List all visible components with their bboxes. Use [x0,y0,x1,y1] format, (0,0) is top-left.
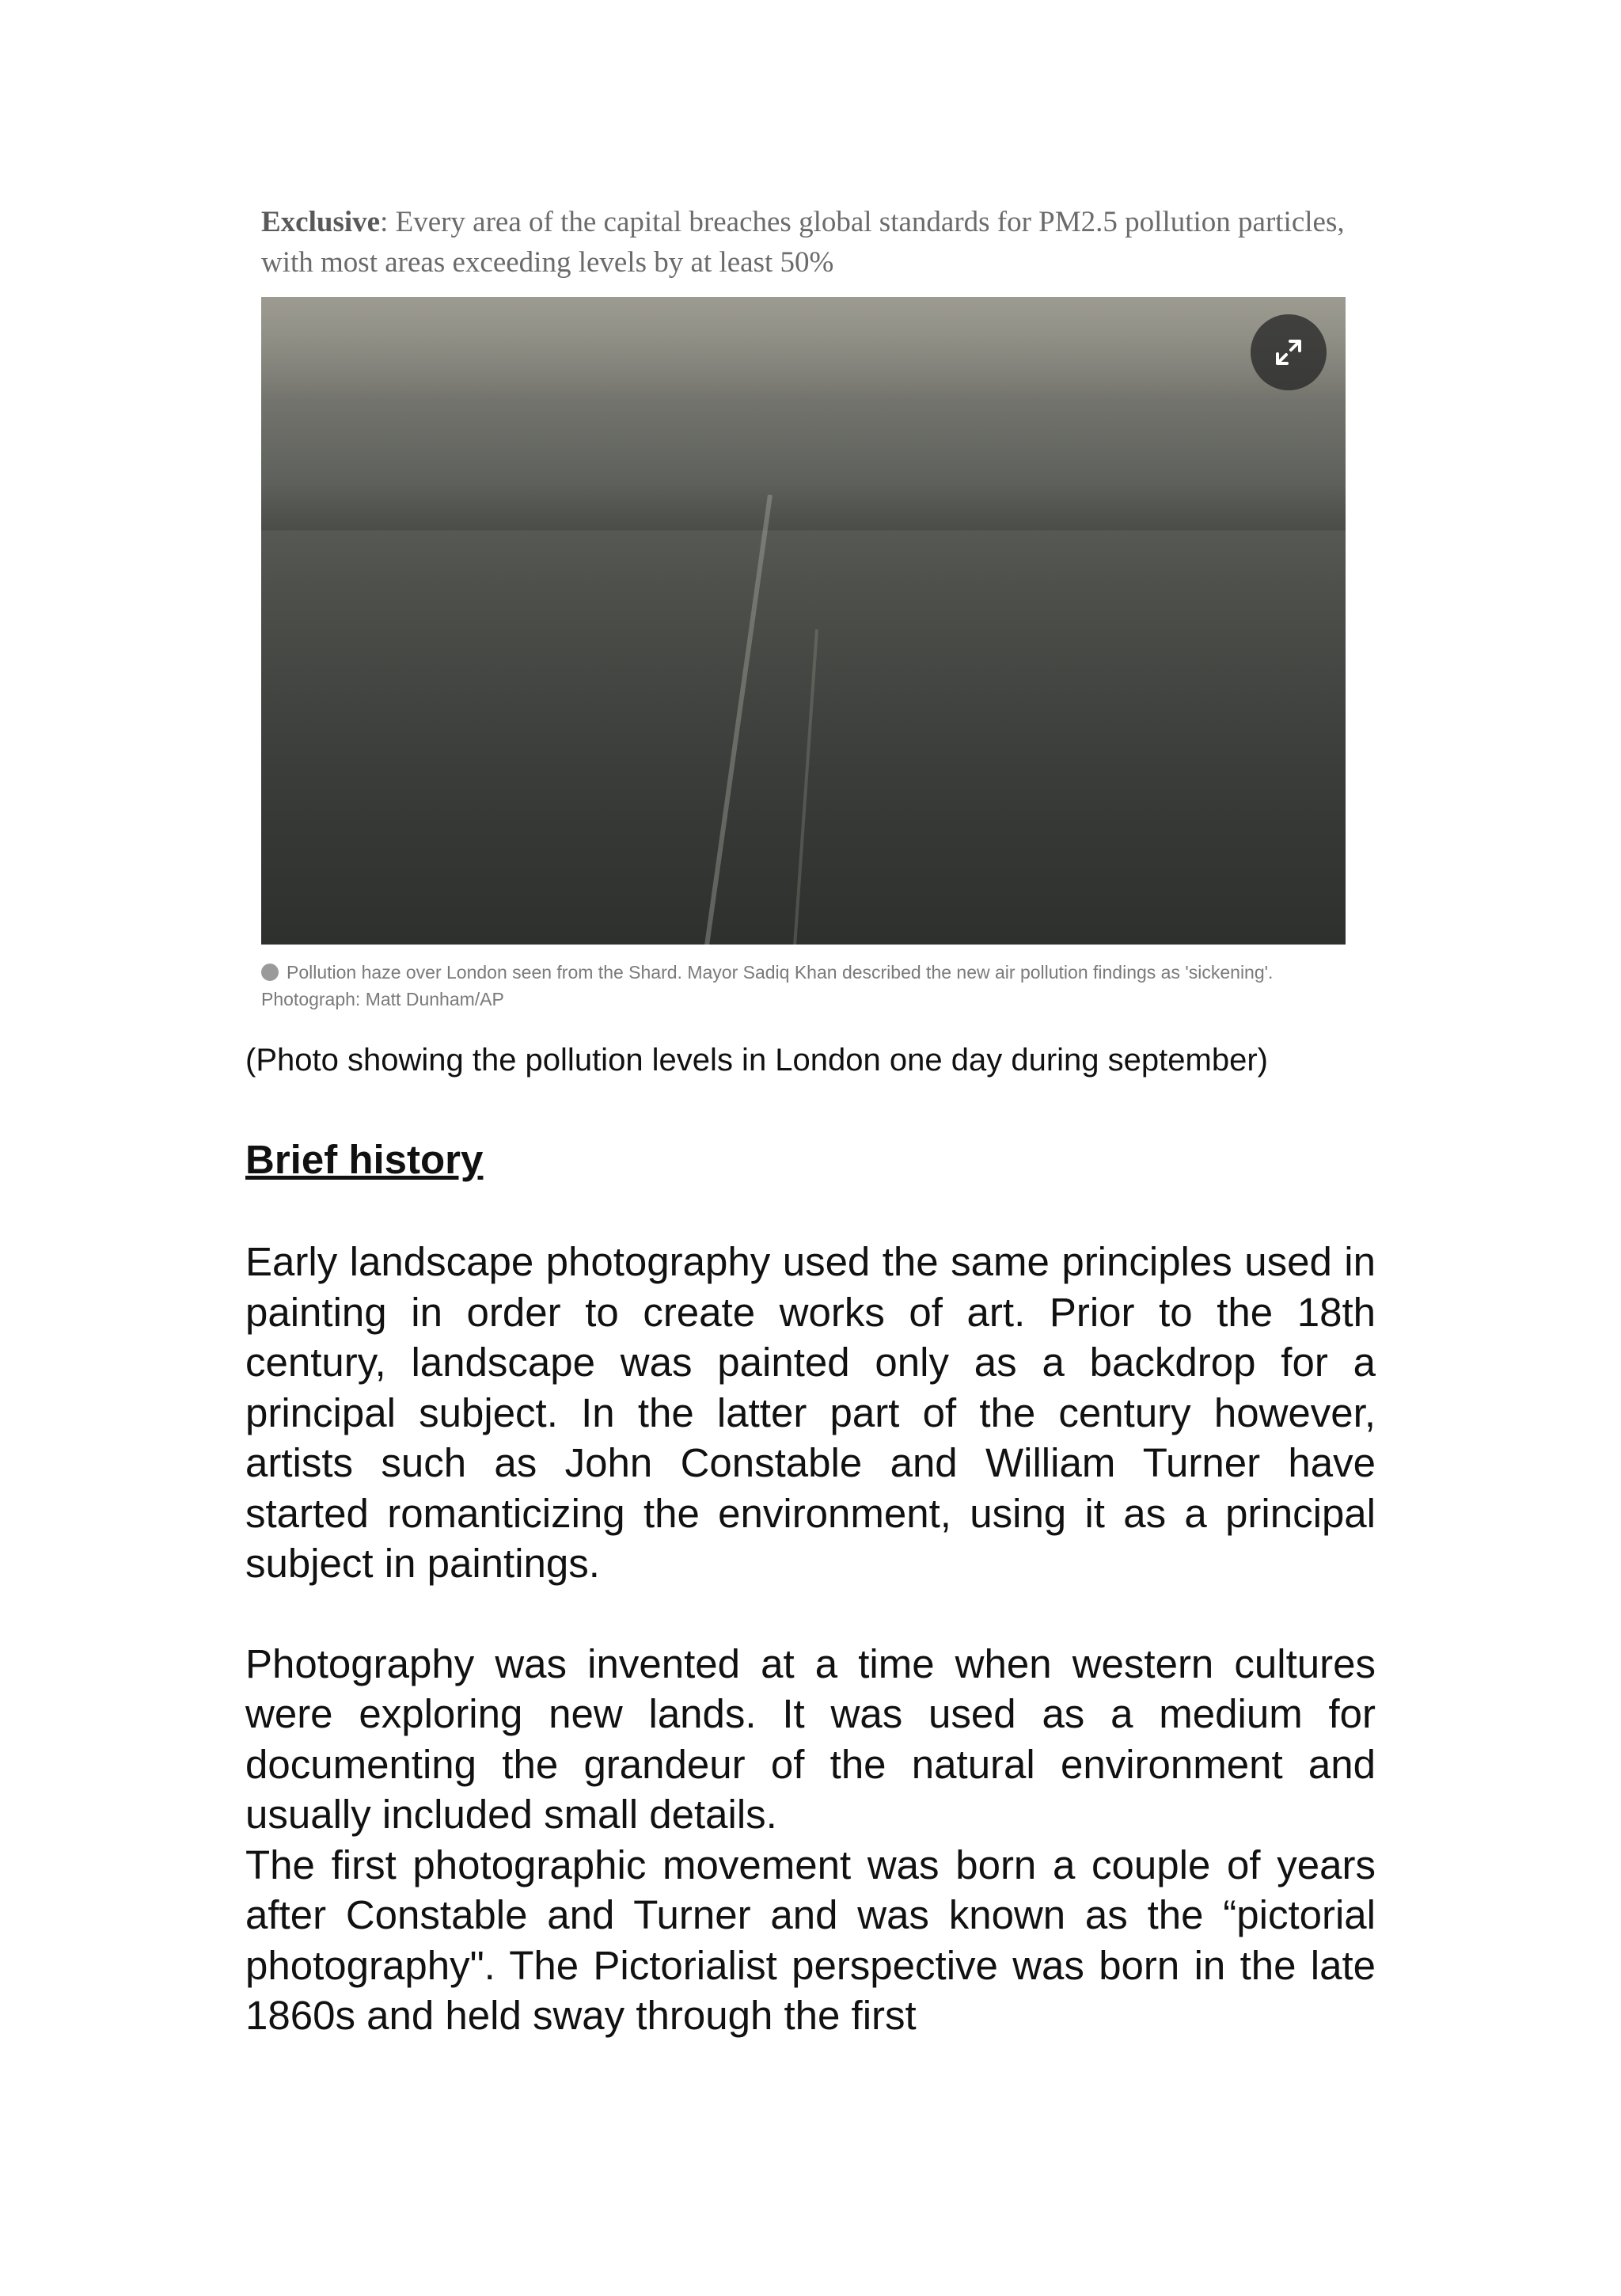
paragraph: Early landscape photography used the same principles used in painting in order to create works of art. Prior to the 18th century, landscape was painted only as a backdrop for a principal subject. In the latter part of the century however, artists such as John Constable and William Turner have started romanticizing the environment, using it as a principal subject in paintings. [245,1239,1376,1586]
document-page [245,202,1376,2041]
photo-caption: (Photo showing the pollution levels in London one day during september) [245,1043,1268,1078]
paragraph: Photography was invented at a time when western cultures were exploring new lands. It was used as a medium for documenting the grandeur of the natural environment and usually included small details. [245,1640,1376,1837]
paragraph: The first photographic movement was born a couple of years after Constable and Turner and was known as the “pictorial photography". The Pictorialist perspective was born in the late 1860s and held sway through the first [245,1842,1376,2038]
expand-arrows-icon [1270,333,1308,371]
news-caption-lead: Exclusive [261,206,381,238]
photo-credit [261,959,1346,1013]
news-caption-text: : Every area of the capital breaches global standards for PM2.5 pollution particles, with most areas exceeding levels by at least 50% [261,206,1345,279]
photo-credit-text: Pollution haze over London seen from the Shard. Mayor Sadiq Khan described the new air pollution findings as 'sickening'. Photograph: Matt Dunham/AP [261,962,1274,1009]
expand-button[interactable] [1251,314,1327,390]
pollution-photo [261,297,1346,945]
news-caption [261,202,1353,283]
section-heading: Brief history [245,1137,484,1182]
camera-icon [261,964,279,981]
